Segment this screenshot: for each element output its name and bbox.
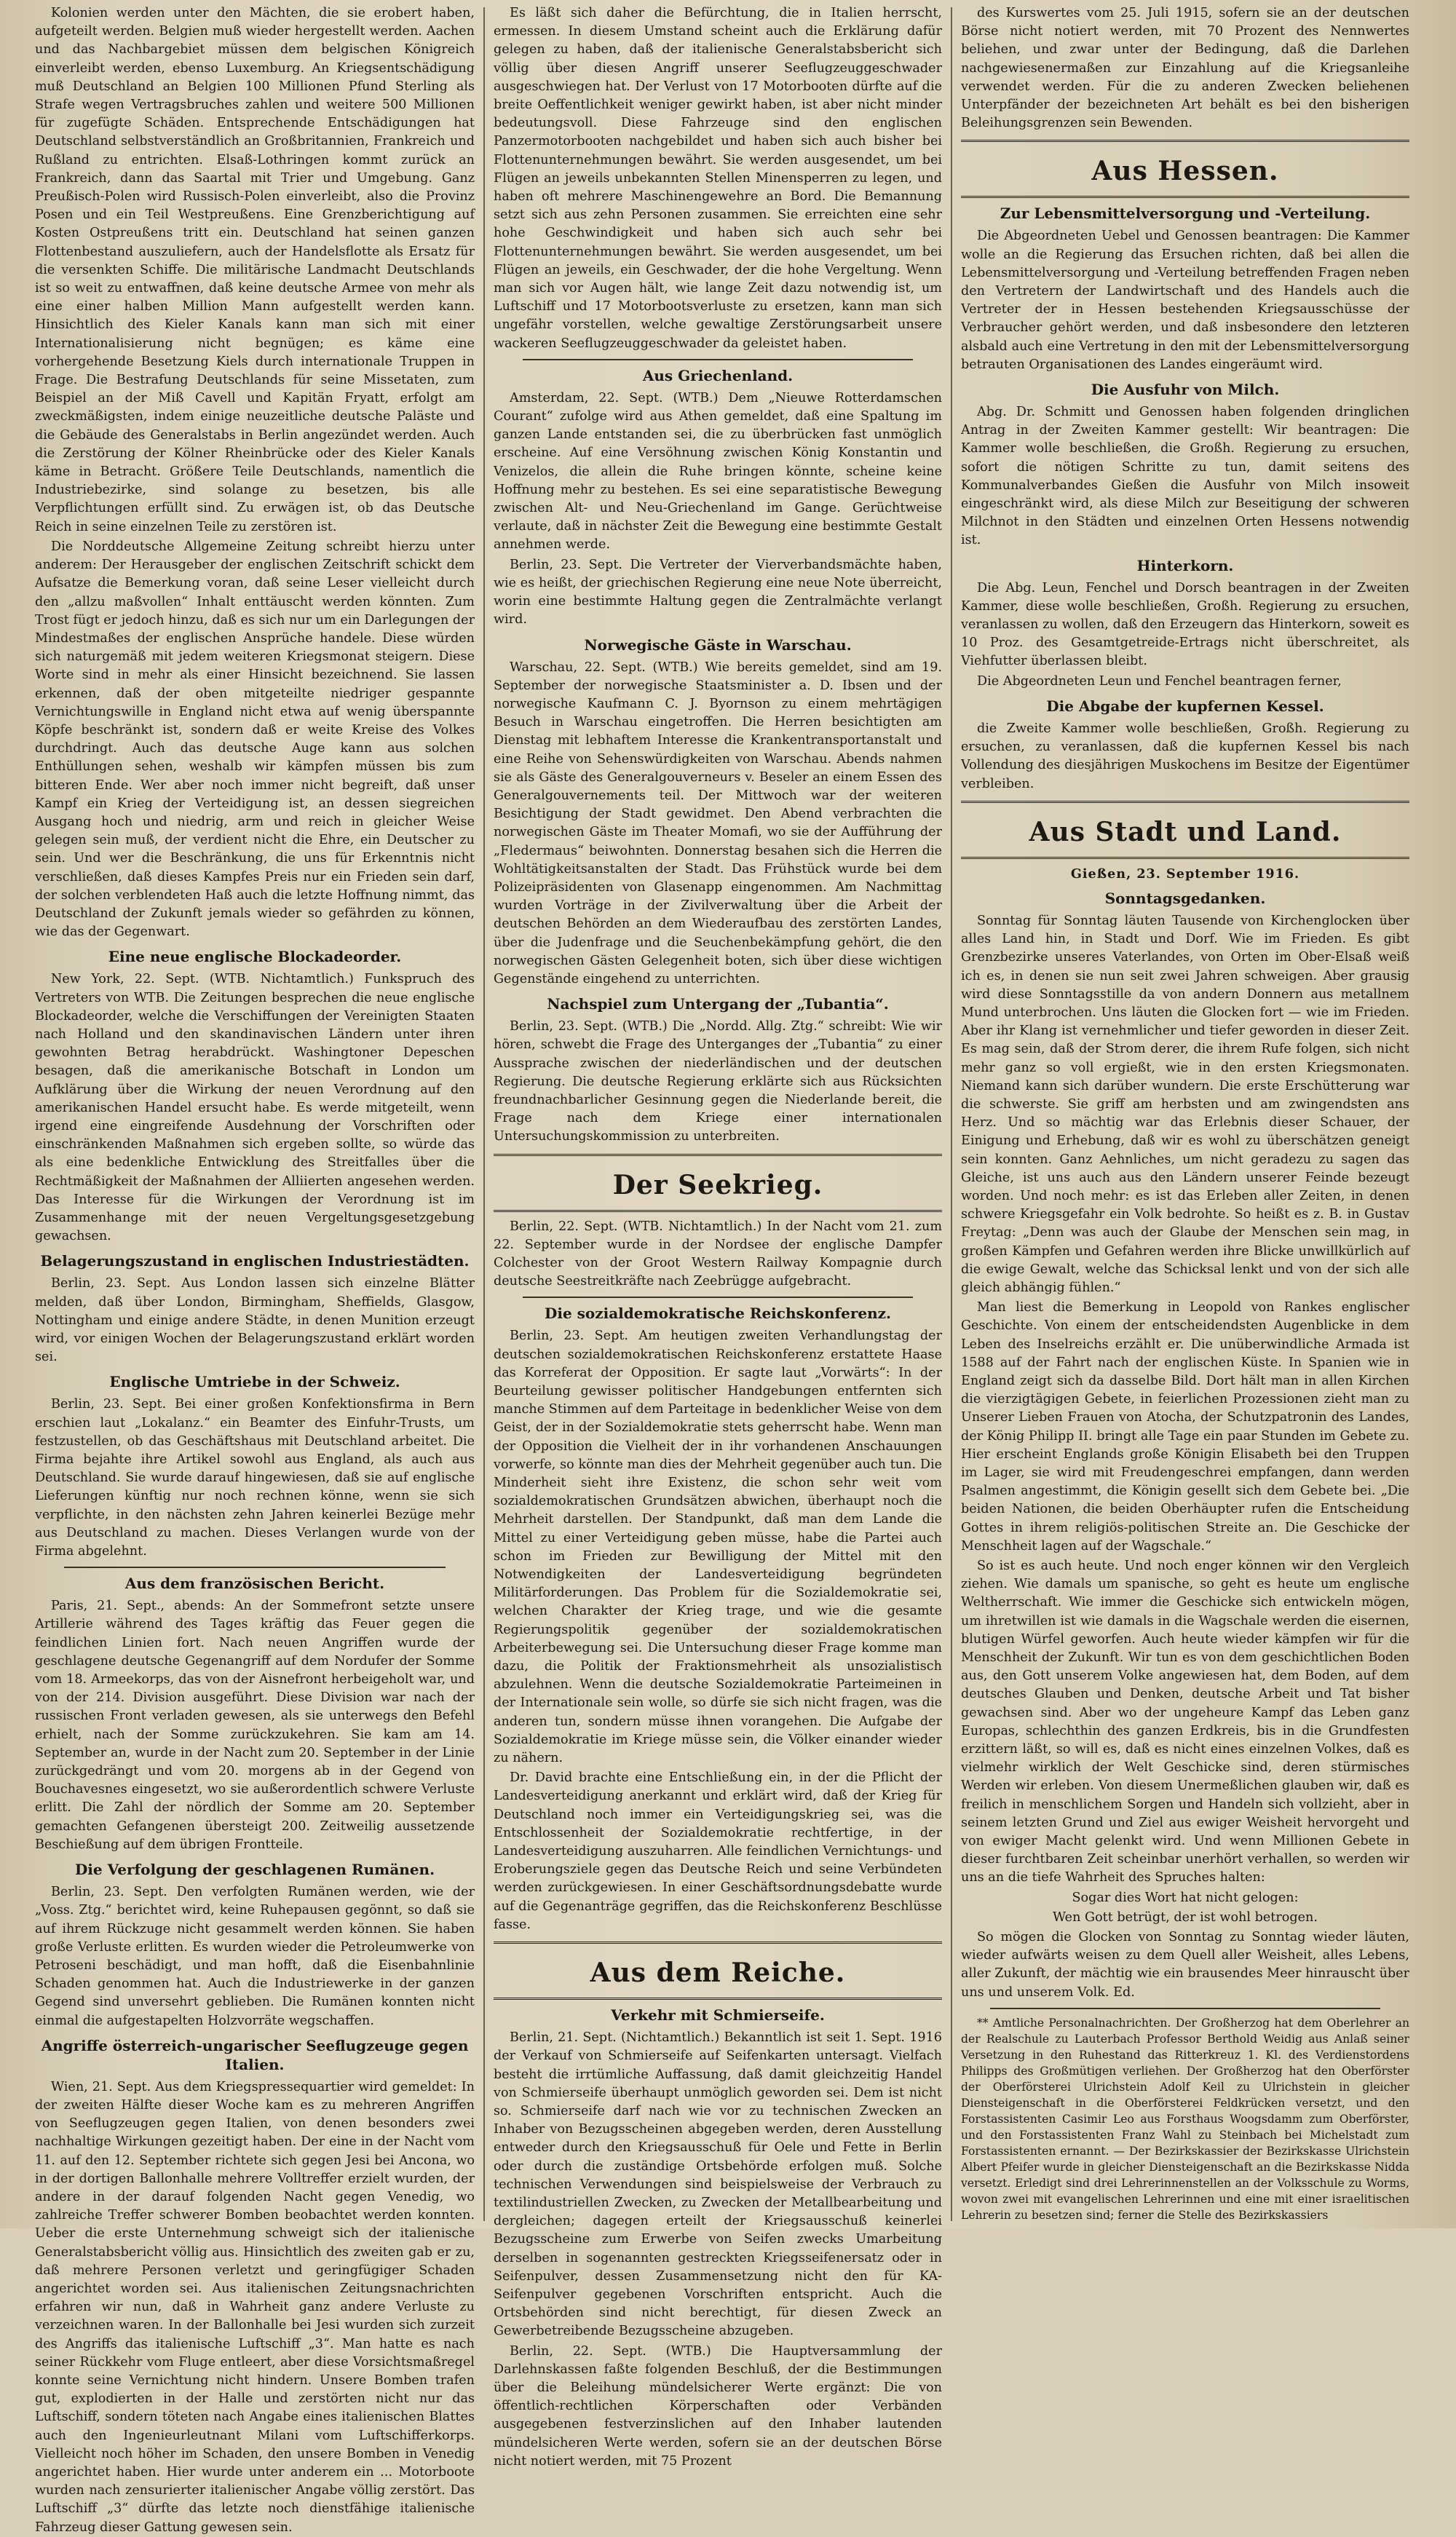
article-paragraph: Berlin, 23. Sept. Die Vertreter der Vierverbandsmächte haben, wie es heißt, der griechischen Regierung eine neue Note überreicht, worin eine bestimmte Haltung gegen die Zentralmächte verlangt wird. — [494, 557, 942, 628]
column-3 — [961, 4, 1409, 2221]
section-header-box — [494, 1154, 942, 1212]
article-heading: Sonntagsgedanken. — [1104, 889, 1266, 907]
article-heading: Englische Umtriebe in der Schweiz. — [109, 1373, 400, 1391]
divider — [64, 1567, 446, 1568]
section-heading: Aus Stadt und Land. — [1029, 816, 1342, 847]
article-paragraph: Es läßt sich daher die Befürchtung, die in Italien herrscht, ermessen. In diesem Umstand scheint auch die Erklärung dafür gelegen zu haben, daß der italienische Generalstabsbericht sich völlig über diesen Angriff unserer Seeflugzeuggeschwader ausgeschwiegen hat. Der Verlust von 17 Motorbooten dürfte auf die breite Oeffentlichkeit weniger gewirkt haben, ist aber nicht minder bedeutungsvoll. Diese Fahrzeuge sind den englischen Panzermotorbooten nachgebildet und haben sich auch bisher bei Flottenunternehmungen bewährt. Sie werden ausgesendet, um bei Flügen an jeweils unbekannten Stellen Minensperren zu legen, und haben oft mehrere Maschinengewehre an Bord. Die Bemannung setzt sich aus zehn Personen zusammen. Sie erreichten eine sehr hohe Geschwindigkeit und haben sich auch sehr bei Flottenunternehmungen bewährt. Sie werden ausgesendet, um bei Flügen an jeweils, ein Geschwader, der die hohe Vergeltung. Wenn man sich vor Augen hält, wie lange Zeit dazu notwendig ist, um Luftschiff und 17 Motorbootsverluste zu ersetzen, kann man sich ungefähr vorstellen, welche gewaltige Zerstörungsarbeit unsere wackeren Seeflugzeuggeschwader da geleistet haben. — [494, 6, 942, 351]
article-heading: Hinterkorn. — [1136, 556, 1234, 574]
article-paragraph: Wien, 21. Sept. Aus dem Kriegspressequartier wird gemeldet: In der zweiten Hälfte dieser Woche kam es zu mehreren Angriffen von Seeflugzeugen gegen Italien, von denen besonders zwei nachhaltige Wirkungen gezeitigt haben. Der eine in der Nacht vom 11. auf den 12. September richtete sich gegen Jesi bei Ancona, wo in der dortigen Ballonhalle mehrere Volltreffer erzielt wurden, der andere in der darauf folgenden Nacht gegen Venedig, wo zahlreiche Treffer schwerer Bomben beobachtet werden konnten. Ueber die erste Unternehmung schweigt sich der italienische Generalstabsbericht völlig aus. Hinsichtlich des zweiten gab er zu, daß mehrere Personen verletzt und geringfügiger Schaden angerichtet worden sei. Aus italienischen Zeitungsnachrichten erfahren wir nun, daß in Wahrheit ganz andere Verluste zu verzeichnen waren. In der Ballonhalle bei Jesi wurden sich zurzeit des Angriffs das italienische Luftschiff „3“. Man hatte es nach seiner Rückkehr vom Fluge entleert, aber diese Vorsichtsmaßregel konnte seine Vernichtung nicht hindern. Unsere Bomben trafen gut, explodierten in der Halle und zerstörten nicht nur das Luftschiff, sondern töteten nach Angabe eines italienischen Blattes auch den Ingenieurleutnant Milani vom Luftschifferkorps. Vielleicht noch höher im Schaden, den unsere Bomben in Venedig angerichtet haben. Hier wurde unter anderem ein ... Motorboote wurden nach zensurierter italienischer Angabe völlig zerstört. Das Luftschiff „3“ dürfte das letzte noch dienstfähige italienische Fahrzeug dieser Gattung gewesen sein. — [35, 2079, 475, 2535]
article-heading: Aus Griechenland. — [642, 366, 794, 384]
article-heading: Verkehr mit Schmierseife. — [611, 2006, 825, 2025]
divider — [990, 2008, 1380, 2009]
article-paragraph: Berlin, 22. Sept. (WTB.) Die Hauptversammlung der Darlehnskassen faßte folgenden Beschluß, der die Bestimmungen über die Beleihung mündelsicherer Werte ergänzt: Die von öffentlich-rechtlichen Körperschaften oder Verbänden ausgegebenen festverzinslichen auf den Inhaber lautenden mündelsicheren Werte werden, sofern sie an der deutschen Börse nicht notiert werden, mit 75 Prozent — [494, 2343, 942, 2469]
article-paragraph: So mögen die Glocken von Sonntag zu Sonntag wieder läuten, wieder aufwärts weisen zu dem Quell aller Weisheit, alles Lebens, aller Zukunft, der mächtig wie ein brausendes Meer hinrauscht über uns und unserem Volk. Ed. — [961, 1930, 1409, 2000]
article-paragraph: Abg. Dr. Schmitt und Genossen haben folgenden dringlichen Antrag in der Zweiten Kammer gestellt: Wir beantragen: Die Kammer wolle beschließen, die Großh. Regierung zu ersuchen, sofort die nötigen Schritte zu tun, damit seitens des Kommunalverbandes Gießen die Ausfuhr von Milch insoweit eingeschränkt wird, als diese Milch zur Beseitigung der schweren Milchnot in den Städten und einzelnen Orten Hessens notwendig ist. — [961, 405, 1409, 548]
column-rule — [483, 7, 485, 2221]
article-paragraph: Kolonien werden unter den Mächten, die sie erobert haben, aufgeteilt werden. Belgien muß wieder hergestellt werden. Aachen und das Nachbargebiet müssen dem belgischen Königreich einverleibt werden, ebenso Luxemburg. An Kriegsentschädigung muß Deutschland an Belgien 100 Millionen Pfund Sterling als Strafe wegen Vertragsbruches zahlen und weitere 500 Millionen für zugefügte Schäden. Entsprechende Entschädigungen hat Deutschland selbstverständlich an Großbritannien, Frankreich und Rußland zu entrichten. Elsaß-Lothringen kommt zurück an Frankreich, dann das Saartal mit Trier und Umgebung. Ganz Preußisch-Polen wird Russisch-Polen einverleibt, also die Provinz Posen und ein Teil Westpreußens. Eine Grenzberichtigung auf Kosten Ostpreußens tritt ein. Deutschland hat seinen ganzen Flottenbestand auszuliefern, auch der Handelsflotte als Ersatz für die versenkten Schiffe. Die militärische Landmacht Deutschlands ist so weit zu entwaffnen, daß keine deutsche Armee von mehr als eine einer halben Million Mann aufgestellt werden kann. Hinsichtlich des Kieler Kanals kann man sich mit einer Internationalisierung nicht begnügen; es käme eine vorhergehende Besetzung Kiels durch internationale Truppen in Frage. Die Bestrafung Deutschlands für seine Missetaten, zum Beispiel an der Miß Cavell und Kapitän Fryatt, erfolgt am zweckmäßigsten, indem einige neuzeitliche deutsche Paläste und die Gebäude des Generalstabs in Berlin angezündet werden. Auch die Zerstörung der Kölner Rheinbrücke oder des Kieler Kanals käme in Betracht. Größere Teile Deutschlands, namentlich die Industriebezirke, sind solange zu besetzen, bis alle Verpflichtungen erfüllt sind. Zu erwägen ist, ob das Deutsche Reich in seine einzelnen Teile zu zerstören ist. — [35, 6, 475, 534]
article-heading: Norwegische Gäste in Warschau. — [584, 636, 852, 654]
article-paragraph: Berlin, 23. Sept. Aus London lassen sich einzelne Blätter melden, daß über London, Birmingham, Sheffields, Glasgow, Nottingham und einige andere Städte, in denen Munition erzeugt wird, vor einigen Wochen der Belagerungszustand erklärt worden sei. — [35, 1276, 475, 1365]
section-heading: Der Seekrieg. — [612, 1169, 823, 1200]
dateline: Gießen, 23. September 1916. — [1070, 866, 1300, 882]
article-heading: Die Verfolgung der geschlagenen Rumänen. — [74, 1861, 435, 1879]
article-paragraph: Berlin, 21. Sept. (Nichtamtlich.) Bekanntlich ist seit 1. Sept. 1916 der Verkauf von Schmierseife auf Seifenkarten untersagt. Vielfach besteht die irrtümliche Auffassung, daß damit gleichzeitig Handel von Schmierseife überhaupt unmöglich geworden sei. Dem ist nicht so. Schmierseife darf nach wie vor zu technischen Zwecken an Inhaber von Bezugsscheinen abgegeben werden, deren Ausstellung entweder durch den Kriegsausschuß für Oele und Fette in Berlin oder durch die zuständige Ortsbehörde erfolgen muß. Solche technischen Verwendungen sind beispielsweise der Verbrauch zu textilindustriellen Zwecken, zu Zwecken der Metallbearbeitung und dergleichen; dagegen erteilt der Kriegsausschuß keinerlei Bezugsscheine zum Erwerbe von Seifen zwecks Umarbeitung derselben in sogenannten gestreckten Kriegsseifenersatz oder in Seifenpulver, dessen Zusammensetzung nicht den für KA-Seifenpulver gegebenen Vorschriften entspricht. Auch die Ortsbehörden sind nicht berechtigt, für diesen Zweck an Gewerbetreibende Bezugsscheine abzugeben. — [494, 2030, 942, 2339]
article-heading: Aus dem französischen Bericht. — [124, 1575, 385, 1593]
article-paragraph: Berlin, 23. Sept. Bei einer großen Konfektionsfirma in Bern erschien laut „Lokalanz.“ ein Beamter des Einfuhr-Trusts, um festzustellen, ob das Geschäftshaus mit Deutschland arbeitet. Die Firma bejahte ihre Artikel sowohl aus England, als auch aus Deutschland. Sie wurde darauf hingewiesen, daß sie auf englische Lieferungen künftig nur noch rechnen könne, wenn sie sich verpflichte, in den nächsten zehn Jahren keinerlei Bezüge mehr aus Deutschland zu machen. Dieses Verlangen wurde von der Firma abgelehnt. — [35, 1397, 475, 1559]
article-heading: Nachspiel zum Untergang der „Tubantia“. — [547, 995, 889, 1013]
article-paragraph: Berlin, 23. Sept. Den verfolgten Rumänen werden, wie der „Voss. Ztg.“ berichtet wird, keine Ruhepausen gegönnt, so daß sie auf ihrem Rückzuge nicht gesammelt werden können. Sie haben große Verluste erlitten. Es wurden wieder die Petroleumwerke von Petroseni beschädigt, und man hofft, daß die Eisenbahnlinie Schaden genommen hat. Auch die Industriewerke in der ganzen Gegend sind unversehrt geblieben. Die Rumänen konnten nicht einmal die aufgestapelten Holzvorräte wegschaffen. — [35, 1885, 475, 2028]
article-paragraph: Die Norddeutsche Allgemeine Zeitung schreibt hierzu unter anderem: Der Herausgeber der englischen Zeitschrift schickt dem Aufsatze die Bemerkung voran, daß seine Leser vielleicht durch den „allzu maßvollen“ Inhalt enttäuscht werden könnten. Zum Trost fügt er jedoch hinzu, daß es sich nur um ein Darlegungen der Mindestmaßes der englischen Ansprüche handele. Diese würden sich naturgemäß mit jedem weiteren Kriegsmonat steigern. Diese Worte sind in mehr als einer Hinsicht bezeichnend. Sie lassen erkennen, daß der oben mitgeteilte niedriger gespannte Vernichtungswille in England nicht etwa auf wenig überspannte Köpfe beschränkt ist, sondern daß er weite Kreise des Volkes durchdringt. Auch das deutsche Auge kann aus solchen Enthüllungen sehen, weshalb wir kämpfen müssen bis zum bitteren Ende. Wer aber noch immer nicht begreift, daß unser Kampf ein Krieg der Verteidigung ist, an dessen siegreichen Ausgang hoch und niedrig, arm und reich in gleicher Weise gelegen sein muß, der verdient nicht die Ehre, ein Deutscher zu sein. Und wer die Beschränkung, die uns für Erkenntnis nicht verschließen, daß dieses Kampfes Preis nur ein Frieden sein darf, der solchen verblendeten Haß auch die letzte Hoffnung nimmt, das Deutschland der Zukunft jemals wieder so gefährden zu können, wie das der Gegenwart. — [35, 539, 475, 940]
article-paragraph: So ist es auch heute. Und noch enger können wir den Vergleich ziehen. Wie damals um spanische, so geht es heute um englische Weltherrschaft. Wie immer die Geschicke sich entwickeln mögen, um ihretwillen ist wie damals in die Wagschale werden die eisernen, blutigen Würfel geworfen. Auch heute wieder kämpfen wir für die Menschheit der Zukunft. Wir tun es von dem geschichtlichen Boden aus, den Gott unserem Volke angewiesen hat, dem Boden, auf dem deutsches Glauben und Denken, deutsche Arbeit und Tat bisher gewachsen sind. Aber wo der ungeheure Kampf das Leben ganz Europas, schlechthin des ganzen Erdkreis, bis in die Grundfesten erzittern läßt, so will es, daß es nicht eines einzelnen Volkes, daß es vielmehr wirklich der Welt Geschicke sind, deren stürmisches Werden wir erleben. Von diesem Unermeßlichen glauben wir, daß es freilich in menschlichem Sorgen und Handeln sich vollzieht, aber in seinem letzten Grund und Ziel aus ewiger Weisheit hervorgeht und von ewiger Macht gelenkt wird. Und wenn Millionen Gebete in dieser furchtbaren Zeit scheinbar unerhört verhallen, so werden wir uns an die tiefe Wahrheit des Spruches halten: — [961, 1559, 1409, 1885]
article-paragraph: ** Amtliche Personalnachrichten. Der Großherzog hat dem Oberlehrer an der Realschule zu Lauterbach Professor Berthold Weidig aus Anlaß seiner Versetzung in den Ruhestand das Ritterkreuz 1. Kl. des Verdienstordens Philipps des Großmütigen verliehen. Der Großherzog hat den Oberförster der Oberförsterei Ulrichstein Adolf Keil zu Ulrichstein in gleicher Diensteigenschaft in die Oberförsterei Feldkrücken versetzt, und den Forstassistenten Casimir Leo aus Forsthaus Woogsdamm zum Oberförster, und den Forstassistenten Franz Wahl zu Steinbach bei Michelstadt zum Forstassistenten ernannt. — Der Bezirkskassier der Bezirkskasse Ulrichstein Albert Pfeifer wurde in gleicher Diensteigenschaft an die Bezirkskasse Nidda versetzt. Erledigt sind drei Lehrerinnenstellen an der Volksschule zu Worms, wovon zwei mit evangelischen Lehrerinnen und eine mit einer israelitischen Lehrerin zu besetzen sind; ferner die Stelle des Bezirkskassiers — [961, 2016, 1409, 2222]
article-paragraph: Paris, 21. Sept., abends: An der Sommefront setzte unsere Artillerie während des Tages kräftig das Feuer gegen die feindlichen Linien fort. Nach neuen Angriffen wurde der geschlagene deutsche Gegenangriff auf dem Nordufer der Somme vom 18. Armeekorps, das von der Aisnefront herbeigeholt war, und von der 214. Division ausgeführt. Diese Division war nach der russischen Front verladen gewesen, als sie unterwegs den Befehl erhielt, nach der Somme zurückzukehren. Sie kam am 14. September an, wurde in der Nacht zum 20. September in der Linie zurückgedrängt und vom 20. morgens ab in der Gegend von Bouchavesnes eingesetzt, wo sie außerordentlich schwere Verluste erlitt. Die Zahl der nördlich der Somme am 20. September gemachten Gefangenen übersteigt 200. Zeitweilig aussetzende Beschießung auf dem übrigen Frontteile. — [35, 1599, 475, 1852]
article-paragraph: Warschau, 22. Sept. (WTB.) Wie bereits gemeldet, sind am 19. September der norwegische Staatsminister a. D. Ibsen und der norwegische Kaufmann C. J. Byornson zu einem mehrtägigen Besuch in Warschau eingetroffen. Die Herren besichtigten am Dienstag mit lebhaftem Interesse die Krankentransportanstalt und eine Reihe von Sehenswürdigkeiten von Warschau. Abends nahmen sie als Gäste des Generalgouverneurs v. Beseler an einem Essen des Generalgouvernements teil. Der Mittwoch war der weiteren Besichtigung der Stadt gewidmet. Den Abend verbrachten die norwegischen Gäste im Theater Momafi, wo sie der Aufführung der „Fledermaus“ beiwohnten. Donnerstag besahen sich die Herren die Wohltätigkeitsanstalten der Stadt. Das Frühstück wurde bei dem Polizeipräsidenten von Glasenapp eingenommen. Am Nachmittag wurden Vorträge in der Zivilverwaltung über die Arbeit der deutschen Behörden an dem Wiederaufbau des zerstörten Landes, über die Judenfrage und die Seuchenbekämpfung gehört, die den norwegischen Gästen Gelegenheit boten, sich über diese wichtigen Gegenstände eingehend zu unterrichten. — [494, 660, 942, 986]
verse-line: Wen Gott betrügt, der ist wohl betrogen. — [1053, 1909, 1318, 1925]
article-paragraph: Berlin, 23. Sept. Am heutigen zweiten Verhandlungstag der deutschen sozialdemokratischen Reichskonferenz erstattete Haase das Korreferat der Opposition. Er sagte laut „Vorwärts“: In der Beurteilung gewisser politischer Handgebungen entfernten sich manche Stimmen auf dem Parteitage in bedenklicher Weise von dem Geist, der in der Sozialdemokratie stets geherrscht habe. Wenn man der Opposition die Vielheit der in ihr vorhandenen Anschauungen vorwerfe, so könnte man dies der Mehrheit gegenüber auch tun. Die Minderheit sieht ihre Existenz, die schon sehr weit vom sozialdemokratischen Grundsätzen abwichen, überhaupt noch die Mehrheit darstellen. Der Standpunkt, daß man dem Lande die Mittel zu einer Verteidigung geben müsse, habe die Partei auch schon im Frieden zur Bewilligung der Mittel mit den Notwendigkeiten der Landesverteidigung begründeten Militärforderungen. Das Problem für die Sozialdemokratie sei, welchen Charakter der Krieg trage, und wie die gesamte Regierungspolitik gegenüber der sozialdemokratischen Arbeiterbewegung sei. Die Untersuchung dieser Frage komme man dazu, die Politik der Fraktionsmehrheit als unsozialistisch abzulehnen. Wenn die deutsche Sozialdemokratie Parteimeinen in der Internationale sein wolle, so dürfe sie sich nicht fragen, was die anderen tun, sondern müsse ihnen vorangehen. Die Aufgabe der Sozialdemokratie im Kriege müsse sein, die Völker einander wieder zu nähern. — [494, 1329, 942, 1766]
section-header-box — [961, 801, 1409, 859]
divider — [523, 359, 913, 360]
article-heading: Die sozialdemokratische Reichskonferenz. — [545, 1305, 891, 1323]
article-paragraph: Amsterdam, 22. Sept. (WTB.) Dem „Nieuwe Rotterdamschen Courant“ zufolge wird aus Athen gemeldet, daß eine Spaltung im ganzen Lande entstanden sei, die zu überbrücken fast unmöglich erscheine. Auf eine Versöhnung zwischen König Konstantin und Venizelos, die allein die Ruhe bringen könnte, scheine keine Hoffnung mehr zu bestehen. Es sei eine separatistische Bewegung zwischen Alt- und Neu-Griechenland im Gange. Gerüchtweise verlaute, daß in nächster Zeit die Bewegung eine bestimmte Gestalt annehmen werde. — [494, 390, 942, 553]
article-paragraph: New York, 22. Sept. (WTB. Nichtamtlich.) Funkspruch des Vertreters von WTB. Die Zeitungen besprechen die neue englische Blockadeorder, welche die Verschiffungen der Vereinigten Staaten nach Holland und den skandinavischen Ländern unter ihren gewohnten Betrag herabdrückt. Washingtoner Depeschen besagen, daß die amerikanische Botschaft in London um Aufklärung über die Wirkung der neuen Verordnung auf den amerikanischen Handel ersucht habe. Es werde mitgeteilt, wenn irgend eine eingreifende Ausdehnung der Vorschriften oder einschränkenden Maßnahmen sich ergeben sollte, so würde das als eine bedenkliche Entwicklung des Streitfalles über die Rechtmäßigkeit der Maßnahmen der Alliierten angesehen werden. Das Interesse für die Wirkungen der Verordnung ist im Zusammenhange mit der neuen Vergeltungsgesetzgebung gewachsen. — [35, 972, 475, 1244]
article-paragraph: Die Abg. Leun, Fenchel und Dorsch beantragen in der Zweiten Kammer, diese wolle beschließen, Großh. Regierung zu ersuchen, veranlassen zu wollen, daß den Erzeugern das Hinterkorn, soweit es 10 Proz. des Gesamtgetreide-Ertrags nicht überschreitet, als Viehfutter überlassen bleibt. — [961, 580, 1409, 669]
verse-line: Sogar dies Wort hat nicht gelogen: — [1072, 1890, 1299, 1905]
article-heading: Angriffe österreich-ungarischer Seeflugzeuge gegen Italien. — [41, 2036, 469, 2073]
article-heading: Die Ausfuhr von Milch. — [1091, 381, 1280, 399]
section-header-box — [494, 1942, 942, 2000]
article-paragraph: Die Abgeordneten Uebel und Genossen beantragen: Die Kammer wolle an die Regierung das Ersuchen richten, daß bei allen die Lebensmittelversorgung und -Verteilung betreffenden Fragen neben den Vertretern der Landwirtschaft und des Handels auch die Vertreter der in Hessen bestehenden Kriegsausschüsse der Verbraucher gehört werden, und daß insbesondere den letzteren alsbald auch eine Vertretung in den mit der Lebensmittelversorgung betrauten Organisationen des Landes eingeräumt wird. — [961, 229, 1409, 372]
article-heading: Belagerungszustand in englischen Industriestädten. — [40, 1252, 470, 1270]
divider — [523, 1297, 913, 1298]
article-heading: Die Abgabe der kupfernen Kessel. — [1046, 697, 1324, 715]
section-header-box — [961, 140, 1409, 198]
column-1 — [35, 4, 475, 2535]
article-paragraph: Sonntag für Sonntag läuten Tausende von Kirchenglocken über alles Land hin, in Stadt und Dorf. Wie im Frieden. Es gibt Grenzbezirke unseres Vaterlandes, von Orten im Ober-Elsaß weiß ich es, in denen sie nun seit zwei Jahren schweigen. Aber grausig wird diese Sonntagsstille da von andern Donnern aus metallnem Mund unterbrochen. Uns läuten die Glocken fort — wie im Frieden. Aber ihr Klang ist vernehmlicher und tiefer geworden in dieser Zeit. Es mag sein, daß der Strom derer, die ihrem Rufe folgen, sich nicht mehr ganz so voll ergießt, wie in den ersten Kriegsmonaten. Niemand kann sich darüber wundern. Die erste Erschütterung war die schwerste. Sie griff am herbsten und am zwingendsten ans Herz. Und so mächtig war das Erlebnis dieser Schauer, der Einigung und Erhebung, daß wir es wohl zu überschätzen geneigt sein konnten. Ganz Aehnliches, um nicht geradezu zu sagen das Gleiche, ist uns auch aus den Ländern unserer Feinde bezeugt worden. Und noch mehr: es ist das Erleben aller Zeiten, in denen schwere Kriegsgefahr ein Volk bedrohte. So heißt es z. B. in Gustav Freytag: „Denn was auch der Glaube der Menschen sein mag, in großen Kämpfen und Gefahren werden ihre Blicke unwillkürlich auf die ewige Gewalt, welche das Schicksal lenkt und von der sich alle gleich abhängig fühlen.“ — [961, 913, 1409, 1295]
section-heading: Aus Hessen. — [1091, 156, 1279, 187]
column-2 — [494, 4, 942, 2469]
column-rule — [951, 7, 952, 2221]
article-heading: Zur Lebensmittelversorgung und -Verteilung. — [1000, 205, 1371, 223]
section-heading: Aus dem Reiche. — [590, 1958, 846, 1989]
article-heading: Eine neue englische Blockadeorder. — [108, 948, 402, 966]
article-paragraph: Man liest die Bemerkung in Leopold von Rankes englischer Geschichte. Von einem der entscheidendsten Augenblicke in dem Leben des Inselreichs erzählt er. Die unüberwindliche Armada ist 1588 auf der Fahrt nach der englischen Küste. In Spanien wie in England zeigt sich da dasselbe Bild. Dort hält man in allen Kirchen die vierzigtägigen Gebete, in feierlichen Prozessionen zieht man zu Unserer Lieben Frauen von Atocha, der Schutzpatronin des Landes, der König Philipp II. bringt alle Tage ein paar Stunden im Gebete zu. Hier erscheint Englands große Königin Elisabeth bei den Truppen im Lager, sie wird mit Freudengeschrei empfangen, dann werden Psalmen angestimmt, die Königin gesellt sich dem Gebete bei. „Die beiden Nationen, die beiden Oberhäupter rufen die Entscheidung Gottes in ihrem religiös-politischen Streite an. Die Geschicke der Menschheit lagen auf der Wagschale.“ — [961, 1300, 1409, 1554]
article-paragraph: Berlin, 23. Sept. (WTB.) Die „Nordd. Allg. Ztg.“ schreibt: Wie wir hören, schwebt die Frage des Unterganges der „Tubantia“ zu einer Aussprache zwischen der niederländischen und der deutschen Regierung. Die deutsche Regierung erklärte sich aus Rücksichten freundnachbarlicher Gesinnung gegen die Niederlande bereit, die Frage nach dem Kriege einer internationalen Untersuchungskommission zu unterbreiten. — [494, 1019, 942, 1144]
article-paragraph: die Zweite Kammer wolle beschließen, Großh. Regierung zu ersuchen, zu veranlassen, daß die kupfernen Kessel bis nach Vollendung des diesjährigen Muskochens im Besitze der Eigentümer verbleiben. — [961, 721, 1409, 791]
article-paragraph: Die Abgeordneten Leun und Fenchel beantragen ferner, — [977, 673, 1342, 689]
article-paragraph: Berlin, 22. Sept. (WTB. Nichtamtlich.) In der Nacht vom 21. zum 22. September wurde in der Nordsee der englische Dampfer Colchester von der Groot Western Railway Kompagnie durch deutsche Seestreitkräfte nach Zeebrügge aufgebracht. — [494, 1219, 942, 1289]
article-paragraph: Dr. David brachte eine Entschließung ein, in der die Pflicht der Landesverteidigung anerkannt und erklärt wird, daß der Krieg für Deutschland noch immer ein Verteidigungskrieg sei, was die Entschlossenheit der Sozialdemokratie rechtfertige, in der Landesverteidigung auszuharren. Alle feindlichen Vernichtungs- und Eroberungsziele gegen das Deutsche Reich und seine Verbündeten werden zurückgewiesen. In einer Geschäftsordnungsdebatte wurde auf die Gegenanträge gegriffen, das die Reichskonferenz Beschlüsse fasse. — [494, 1770, 942, 1932]
article-paragraph: des Kurswertes vom 25. Juli 1915, sofern sie an der deutschen Börse nicht notiert werden, mit 70 Prozent des Nennwertes beliehen, und zwar unter der Bedingung, daß die Darlehen nachgewiesenermaßen zur Einzahlung auf die Kriegsanleihe verwendet werden. Für die zu anderen Zwecken beliehenen Unterpfänder der bezeichneten Art behält es bei den bisherigen Beleihungsgrenzen sein Bewenden. — [961, 6, 1409, 131]
